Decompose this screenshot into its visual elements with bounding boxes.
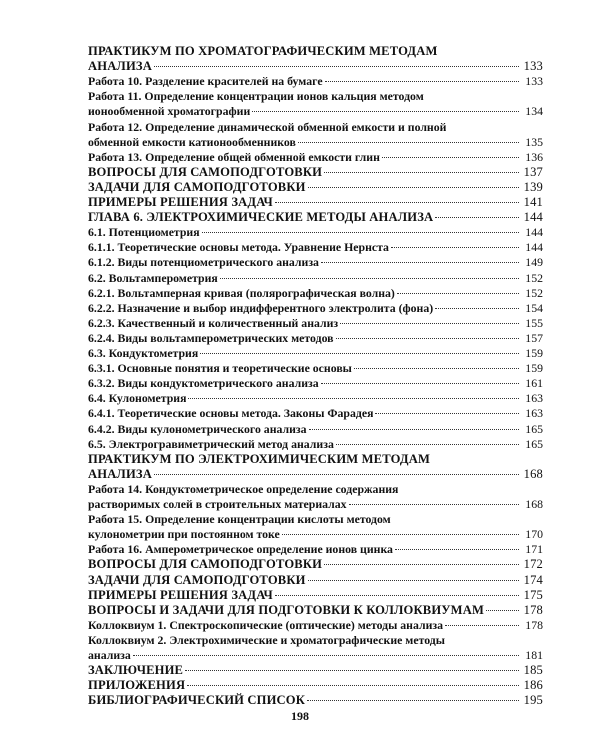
toc-dot-leader [133, 655, 519, 656]
toc-entry-title: Работа 11. Определение концентрации ионов кальция методом [88, 89, 424, 104]
toc-entry-title: 6.3.2. Виды кондуктометрического анализа [88, 376, 319, 391]
toc-entry-line [88, 603, 543, 618]
toc-entry-title: АНАЛИЗА [88, 466, 152, 481]
toc-entry-page: 171 [525, 542, 543, 557]
toc-entry-line [88, 74, 543, 89]
toc-entry [88, 89, 543, 119]
toc-dot-leader [435, 217, 519, 218]
toc-entry-page: 165 [525, 436, 543, 451]
toc-entry-line [88, 391, 543, 406]
toc-entry [88, 195, 543, 210]
toc-entry-page: 141 [523, 195, 543, 209]
toc-entry-title: ПРАКТИКУМ ПО ЭЛЕКТРОХИМИЧЕСКИМ МЕТОДАМ [88, 451, 430, 466]
toc-dot-leader [309, 429, 519, 430]
toc-entry-line [88, 452, 543, 467]
toc-entry-page: 168 [525, 496, 543, 511]
toc-entry [88, 316, 543, 331]
toc-entry-line [88, 633, 543, 648]
toc-entry [88, 633, 543, 663]
toc-entry-page: 161 [525, 376, 543, 391]
toc-dot-leader [202, 232, 519, 233]
toc-entry-title: Коллоквиум 1. Спектроскопические (оптические) методы анализа [88, 617, 444, 632]
toc-dot-leader [354, 368, 519, 369]
toc-entry-line [88, 135, 543, 150]
toc-entry-page: 178 [525, 617, 543, 632]
toc-entry-page: 185 [523, 663, 543, 678]
toc-entry-page: 163 [525, 406, 543, 421]
toc-entry-title: Работа 16. Амперометрическое определение ионов цинка [88, 542, 393, 557]
toc-entry-line [88, 150, 543, 165]
toc-entry-line [88, 225, 543, 240]
toc-entry-page: 168 [523, 466, 543, 481]
toc-entry-line [88, 165, 543, 180]
toc-entry-title: 6.2.2. Назначение и выбор индифферентного электролита (фона) [88, 300, 434, 315]
toc-entry [88, 346, 543, 361]
toc-entry [88, 618, 543, 633]
toc-entry-title: Коллоквиум 2. Электрохимические и хроматографические методы [88, 632, 445, 647]
toc-entry-line [88, 497, 543, 512]
toc-entry-page: 159 [525, 361, 543, 376]
toc-entry-title: 6.2. Вольтамперометрия [88, 270, 218, 285]
toc-entry-page: 174 [523, 572, 543, 587]
toc-dot-leader [220, 278, 519, 279]
toc-dot-leader [336, 444, 519, 445]
toc-entry [88, 678, 543, 693]
toc-entry-line [88, 346, 543, 361]
toc-entry-title: ЗАДАЧИ ДЛЯ САМОПОДГОТОВКИ [88, 179, 306, 194]
toc-entry-page: 135 [525, 134, 543, 149]
toc-entry-line [88, 573, 543, 588]
toc-entry-line [88, 104, 543, 119]
toc-dot-leader [282, 534, 519, 535]
toc-dot-leader [336, 338, 519, 339]
toc-dot-leader [187, 685, 519, 686]
toc-dot-leader [275, 595, 519, 596]
toc-entry-line [88, 376, 543, 391]
toc-entry-line [88, 467, 543, 482]
toc-entry-page: 195 [523, 693, 543, 708]
toc-entry-title: 6.2.3. Качественный и количественный анализ [88, 315, 339, 330]
page-number: 198 [291, 709, 309, 723]
toc-entry-title: ионообменной хроматографии [88, 104, 251, 119]
toc-entry-title: ВОПРОСЫ ДЛЯ САМОПОДГОТОВКИ [88, 557, 323, 572]
toc-dot-leader [308, 580, 519, 581]
toc-entry-title: ПРИЛОЖЕНИЯ [88, 678, 186, 693]
toc-entry-title: 6.2.1. Вольтамперная кривая (полярографическая волна) [88, 285, 395, 300]
toc-entry-title: 6.3.1. Основные понятия и теоретические основы [88, 361, 352, 376]
toc-entry-page: 163 [525, 391, 543, 406]
toc-entry-page: 133 [523, 59, 543, 73]
toc-entry-title: ЗАКЛЮЧЕНИЕ [88, 663, 184, 678]
toc-entry-line [88, 542, 543, 557]
toc-entry [88, 422, 543, 437]
toc-entry-page: 165 [525, 421, 543, 436]
toc-entry-page: 155 [525, 315, 543, 330]
toc-entry [88, 74, 543, 89]
toc-entry-page: 157 [525, 330, 543, 345]
toc-entry-title: ВОПРОСЫ И ЗАДАЧИ ДЛЯ ПОДГОТОВКИ К КОЛЛОКВИУМАМ [88, 602, 484, 617]
toc-dot-leader [324, 564, 519, 565]
toc-entry-page: 134 [525, 104, 543, 119]
toc-entry-page: 144 [525, 225, 543, 240]
toc-entry [88, 482, 543, 512]
toc-entry [88, 573, 543, 588]
toc-entry-page: 137 [523, 164, 543, 179]
toc-entry-title: обменной емкости катионообменников [88, 134, 296, 149]
toc-entry-line [88, 271, 543, 286]
toc-entry-page: 149 [525, 255, 543, 270]
toc-dot-leader [395, 549, 519, 550]
toc-entry [88, 150, 543, 165]
toc-entry-title: 6.1.2. Виды потенциометрического анализа [88, 255, 319, 270]
toc-entry-line [88, 618, 543, 633]
toc-entry-title: ПРИМЕРЫ РЕШЕНИЯ ЗАДАЧ [88, 587, 273, 602]
toc-entry-page: 159 [525, 346, 543, 360]
toc-entry-line [88, 588, 543, 603]
toc-entry-line [88, 648, 543, 663]
toc-entry-title: Работа 12. Определение динамической обменной емкости и полной [88, 119, 447, 134]
toc-entry [88, 225, 543, 240]
toc-dot-leader [308, 187, 519, 188]
toc-dot-leader [391, 247, 519, 248]
toc-entry-page: 144 [523, 210, 543, 225]
toc-entry-title: растворимых солей в строительных материалах [88, 496, 347, 511]
toc-entry [88, 542, 543, 557]
toc-entry [88, 376, 543, 391]
toc-dot-leader [321, 262, 519, 263]
toc-dot-leader [375, 413, 519, 414]
toc-dot-leader [307, 700, 519, 701]
toc-entry [88, 391, 543, 406]
toc-entry-line [88, 59, 543, 74]
toc-dot-leader [486, 610, 519, 611]
toc-entry-title: 6.5. Электрогравиметрический метод анализа [88, 436, 334, 451]
toc-entry-title: 6.2.4. Виды вольтамперометрических методов [88, 330, 334, 345]
toc-entry-title: анализа [88, 647, 131, 662]
toc-entry-title: БИБЛИОГРАФИЧЕСКИЙ СПИСОК [88, 693, 306, 708]
toc-dot-leader [275, 202, 519, 203]
toc-entry [88, 406, 543, 421]
toc-entry-title: 6.1. Потенциометрия [88, 225, 200, 240]
toc-entry-title: Работа 15. Определение концентрации кислоты методом [88, 512, 391, 527]
toc-dot-leader [397, 293, 519, 294]
toc-entry-page: 186 [523, 678, 543, 693]
toc-entry-line [88, 316, 543, 331]
toc-entry-page: 152 [525, 285, 543, 300]
toc-entry-title: 6.4. Кулонометрия [88, 391, 187, 406]
toc-dot-leader [349, 504, 519, 505]
toc-entry-page: 170 [525, 527, 543, 542]
toc-entry-line [88, 195, 543, 210]
toc-entry-line [88, 482, 543, 497]
toc-entry-title: ГЛАВА 6. ЭЛЕКТРОХИМИЧЕСКИЕ МЕТОДЫ АНАЛИЗА [88, 210, 434, 225]
toc-entry [88, 588, 543, 603]
toc-dot-leader [324, 172, 519, 173]
toc-entry-title: Работа 14. Кондуктометрическое определение содержания [88, 481, 399, 496]
toc-entry-page: 154 [525, 300, 543, 315]
toc-entry [88, 44, 543, 74]
toc-entry-title: ВОПРОСЫ ДЛЯ САМОПОДГОТОВКИ [88, 164, 323, 179]
toc-entry-line [88, 512, 543, 527]
toc-entry-page: 139 [523, 179, 543, 194]
toc-dot-leader [200, 353, 519, 354]
toc-entry-line [88, 527, 543, 542]
toc-entry-line [88, 557, 543, 572]
toc-entry-line [88, 331, 543, 346]
toc-entry [88, 452, 543, 482]
toc-entry [88, 180, 543, 195]
toc-entry [88, 210, 543, 225]
toc-entry-title: Работа 10. Разделение красителей на бумаге [88, 74, 323, 89]
toc-dot-leader [382, 157, 519, 158]
toc-entry [88, 286, 543, 301]
toc-entry-line [88, 240, 543, 255]
toc-dot-leader [154, 66, 519, 67]
toc-entry-line [88, 255, 543, 270]
toc-dot-leader [154, 474, 519, 475]
toc-entry-page: 144 [525, 240, 543, 255]
toc-entry-title: Работа 13. Определение общей обменной емкости глин [88, 149, 380, 164]
toc-entry-page: 136 [525, 149, 543, 164]
toc-dot-leader [435, 308, 519, 309]
toc-entry-line [88, 44, 543, 59]
toc-entry-line [88, 89, 543, 104]
toc-entry-line [88, 180, 543, 195]
toc-dot-leader [340, 323, 519, 324]
toc-entry-title: кулонометрии при постоянном токе [88, 527, 280, 542]
toc-entry-title: АНАЛИЗА [88, 59, 152, 73]
toc-entry-line [88, 210, 543, 225]
toc-dot-leader [325, 81, 519, 82]
toc-entry-line [88, 120, 543, 135]
toc-entry-line [88, 422, 543, 437]
toc-entry [88, 557, 543, 572]
toc-entry [88, 361, 543, 376]
toc-entry-line [88, 678, 543, 693]
toc-dot-leader [185, 670, 519, 671]
toc-entry-line [88, 663, 543, 678]
toc-dot-leader [252, 111, 519, 112]
toc-entry-title: 6.4.1. Теоретические основы метода. Законы Фарадея [88, 406, 374, 421]
toc-entry [88, 331, 543, 346]
toc-dot-leader [321, 383, 519, 384]
toc-entry-title: ПРАКТИКУМ ПО ХРОМАТОГРАФИЧЕСКИМ МЕТОДАМ [88, 44, 438, 58]
toc-entry [88, 437, 543, 452]
toc-entry [88, 301, 543, 316]
toc-entry-title: ЗАДАЧИ ДЛЯ САМОПОДГОТОВКИ [88, 572, 306, 587]
toc-entry-page: 152 [525, 270, 543, 285]
toc-entry-page: 178 [523, 602, 543, 617]
toc-entry [88, 512, 543, 542]
toc-entry-line [88, 301, 543, 316]
toc-entry [88, 255, 543, 270]
toc-dot-leader [298, 142, 519, 143]
toc-entry-line [88, 437, 543, 452]
toc-entry [88, 240, 543, 255]
toc-dot-leader [188, 398, 519, 399]
toc-entry-page: 133 [525, 74, 543, 89]
toc-entry-page: 175 [523, 587, 543, 602]
toc-entry-title: 6.3. Кондуктометрия [88, 346, 199, 360]
toc-entry [88, 120, 543, 150]
toc-entry [88, 603, 543, 618]
toc-entry-line [88, 406, 543, 421]
toc-entry-title: 6.1.1. Теоретические основы метода. Уравнение Нернста [88, 240, 389, 255]
toc-entry-line [88, 286, 543, 301]
toc-entry-line [88, 361, 543, 376]
toc-entry-line [88, 693, 543, 708]
toc-entry-title: ПРИМЕРЫ РЕШЕНИЯ ЗАДАЧ [88, 195, 273, 209]
toc-entry [88, 271, 543, 286]
toc-entry-page: 181 [525, 647, 543, 662]
toc-entry [88, 693, 543, 708]
toc-entry [88, 663, 543, 678]
toc-entry-page: 172 [523, 557, 543, 572]
toc-dot-leader [445, 625, 519, 626]
toc-entry [88, 165, 543, 180]
toc-entry-title: 6.4.2. Виды кулонометрического анализа [88, 421, 307, 436]
